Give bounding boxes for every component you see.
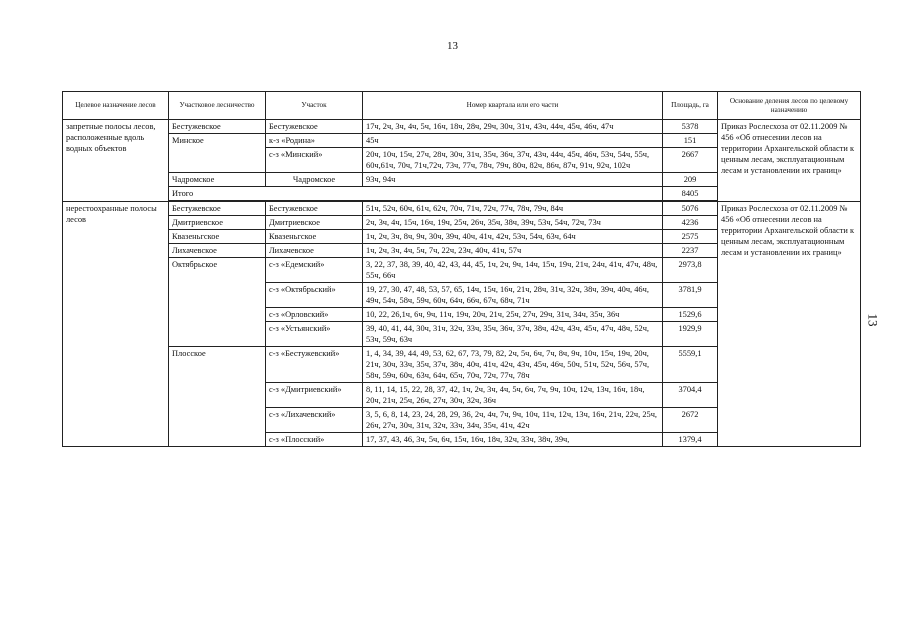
area-cell: 1929,9 (663, 322, 718, 347)
area-cell: 209 (663, 173, 718, 187)
quarters-cell: 1ч, 2ч, 3ч, 4ч, 5ч, 7ч, 22ч, 23ч, 40ч, 41ч, 57ч (363, 244, 663, 258)
header-area: Площадь, га (663, 92, 718, 120)
quarters-cell: 3, 5, 6, 8, 14, 23, 24, 28, 29, 36, 2ч, 4ч, 7ч, 9ч, 10ч, 11ч, 12ч, 13ч, 16ч, 21ч, 22ч, 25ч, 26ч, 27ч, 30ч, 31ч, 32ч, 33ч, 34ч, 35ч, 41ч, 42ч (363, 408, 663, 433)
site-cell: Лихачевское (266, 244, 363, 258)
area-cell: 2672 (663, 408, 718, 433)
area-cell: 2667 (663, 148, 718, 173)
table-header-row (63, 92, 861, 120)
area-cell: 1379,4 (663, 433, 718, 447)
area-cell: 1529,6 (663, 308, 718, 322)
purpose-cell: нерестоохранные полосы лесов (63, 202, 169, 447)
quarters-cell: 17ч, 2ч, 3ч, 4ч, 5ч, 16ч, 18ч, 28ч, 29ч, 30ч, 31ч, 43ч, 44ч, 45ч, 46ч, 47ч (363, 120, 663, 134)
quarters-cell: 8, 11, 14, 15, 22, 28, 37, 42, 1ч, 2ч, 3ч, 4ч, 5ч, 6ч, 7ч, 9ч, 10ч, 12ч, 13ч, 16ч, 18ч, 20ч, 21ч, 25ч, 26ч, 27ч, 30ч, 32ч, 36ч (363, 383, 663, 408)
district-cell: Лихачевское (169, 244, 266, 258)
site-cell: Бестужевское (266, 202, 363, 216)
site-cell: Квазеньгское (266, 230, 363, 244)
site-cell: с-з «Орловский» (266, 308, 363, 322)
district-cell: Чадромское (169, 173, 266, 187)
site-cell: с-з «Устьянский» (266, 322, 363, 347)
district-cell: Бестужевское (169, 120, 266, 134)
site-cell: Дмитриевское (266, 216, 363, 230)
district-cell: Дмитриевское (169, 216, 266, 230)
total-label: Итого (169, 187, 663, 201)
purpose-cell: запретные полосы лесов, расположенные вдоль водных объектов (63, 120, 169, 202)
forest-table (62, 91, 861, 447)
quarters-cell: 10, 22, 26,1ч, 6ч, 9ч, 11ч, 19ч, 20ч, 21ч, 25ч, 27ч, 29ч, 31ч, 34ч, 35ч, 36ч (363, 308, 663, 322)
quarters-cell: 2ч, 3ч, 4ч, 15ч, 16ч, 19ч, 25ч, 26ч, 35ч, 38ч, 39ч, 53ч, 54ч, 72ч, 73ч (363, 216, 663, 230)
site-cell: с-з «Едемский» (266, 258, 363, 283)
quarters-cell: 39, 40, 41, 44, 30ч, 31ч, 32ч, 33ч, 35ч, 36ч, 37ч, 38ч, 42ч, 43ч, 45ч, 47ч, 48ч, 52ч, 53ч, 59ч, 63ч (363, 322, 663, 347)
total-value: 8405 (663, 187, 718, 201)
area-cell: 2973,8 (663, 258, 718, 283)
site-cell: Чадромское (266, 173, 363, 187)
quarters-cell: 1, 4, 34, 39, 44, 49, 53, 62, 67, 73, 79, 82, 2ч, 5ч, 6ч, 7ч, 8ч, 9ч, 10ч, 15ч, 19ч, 20ч, 21ч, 30ч, 33ч, 35ч, 37ч, 38ч, 40ч, 41ч, 42ч, 43ч, 45ч, 46ч, 50ч, 51ч, 52ч, 56ч, 57ч, 58ч, 59ч, 60ч, 63ч, 64ч, 65ч, 70ч, 72ч, 77ч, 78ч (363, 347, 663, 383)
quarters-cell: 51ч, 52ч, 60ч, 61ч, 62ч, 70ч, 71ч, 72ч, 77ч, 78ч, 79ч, 84ч (363, 202, 663, 216)
quarters-cell: 1ч, 2ч, 3ч, 8ч, 9ч, 30ч, 39ч, 40ч, 41ч, 42ч, 53ч, 54ч, 63ч, 64ч (363, 230, 663, 244)
header-district: Участковое лесничество (169, 92, 266, 120)
district-cell: Октябрьское (169, 258, 266, 347)
quarters-cell: 45ч (363, 134, 663, 148)
site-cell: с-з «Бестужевский» (266, 347, 363, 383)
quarters-cell: 17, 37, 43, 46, 3ч, 5ч, 6ч, 15ч, 16ч, 18ч, 32ч, 33ч, 38ч, 39ч, (363, 433, 663, 447)
basis-cell: Приказ Рослесхоза от 02.11.2009 № 456 «Об отнесении лесов на территории Архангельской области к ценным лесам, эксплуатационным лесам и установлении их границ» (718, 202, 861, 447)
district-cell: Бестужевское (169, 202, 266, 216)
quarters-cell: 93ч, 94ч (363, 173, 663, 187)
site-cell: к-з «Родина» (266, 134, 363, 148)
site-cell: с-з «Дмитриевский» (266, 383, 363, 408)
area-cell: 3704,4 (663, 383, 718, 408)
site-cell: с-з «Плосский» (266, 433, 363, 447)
quarters-cell: 20ч, 10ч, 15ч, 27ч, 28ч, 30ч, 31ч, 35ч, 36ч, 37ч, 43ч, 44ч, 45ч, 46ч, 53ч, 54ч, 55ч, 60ч,61ч, 70ч, 71ч,72ч, 73ч, 77ч, 78ч, 79ч, 80ч, 82ч, 86ч, 87ч, 91ч, 92ч, 102ч (363, 148, 663, 173)
quarters-cell: 3, 22, 37, 38, 39, 40, 42, 43, 44, 45, 1ч, 2ч, 9ч, 14ч, 15ч, 19ч, 21ч, 24ч, 41ч, 47ч, 48ч, 55ч, 66ч (363, 258, 663, 283)
site-cell: с-з «Минский» (266, 148, 363, 173)
area-cell: 5378 (663, 120, 718, 134)
area-cell: 5559,1 (663, 347, 718, 383)
area-cell: 4236 (663, 216, 718, 230)
table-row (63, 120, 861, 134)
basis-cell: Приказ Рослесхоза от 02.11.2009 № 456 «Об отнесении лесов на территории Архангельской области к ценным лесам, эксплуатационным лесам и установлении их границ» (718, 120, 861, 202)
header-basis: Основание деления лесов по целевому назначению (718, 92, 861, 120)
header-quarters: Номер квартала или его части (363, 92, 663, 120)
district-cell: Квазеньгское (169, 230, 266, 244)
site-cell: с-з «Октябрьский» (266, 283, 363, 308)
area-cell: 5076 (663, 202, 718, 216)
district-cell: Плосское (169, 347, 266, 447)
quarters-cell: 19, 27, 30, 47, 48, 53, 57, 65, 14ч, 15ч, 16ч, 21ч, 28ч, 31ч, 32ч, 38ч, 39ч, 40ч, 46ч, 49ч, 54ч, 58ч, 59ч, 60ч, 64ч, 66ч, 67ч, 68ч, 71ч (363, 283, 663, 308)
site-cell: Бестужевское (266, 120, 363, 134)
page-number-side: 13 (865, 313, 881, 327)
header-site: Участок (266, 92, 363, 120)
area-cell: 2237 (663, 244, 718, 258)
area-cell: 2575 (663, 230, 718, 244)
site-cell: с-з «Лихачевский» (266, 408, 363, 433)
district-cell: Минское (169, 134, 266, 173)
area-cell: 151 (663, 134, 718, 148)
area-cell: 3781,9 (663, 283, 718, 308)
table-row (63, 202, 861, 216)
page-number: 13 (447, 40, 458, 52)
header-purpose: Целевое назначение лесов (63, 92, 169, 120)
